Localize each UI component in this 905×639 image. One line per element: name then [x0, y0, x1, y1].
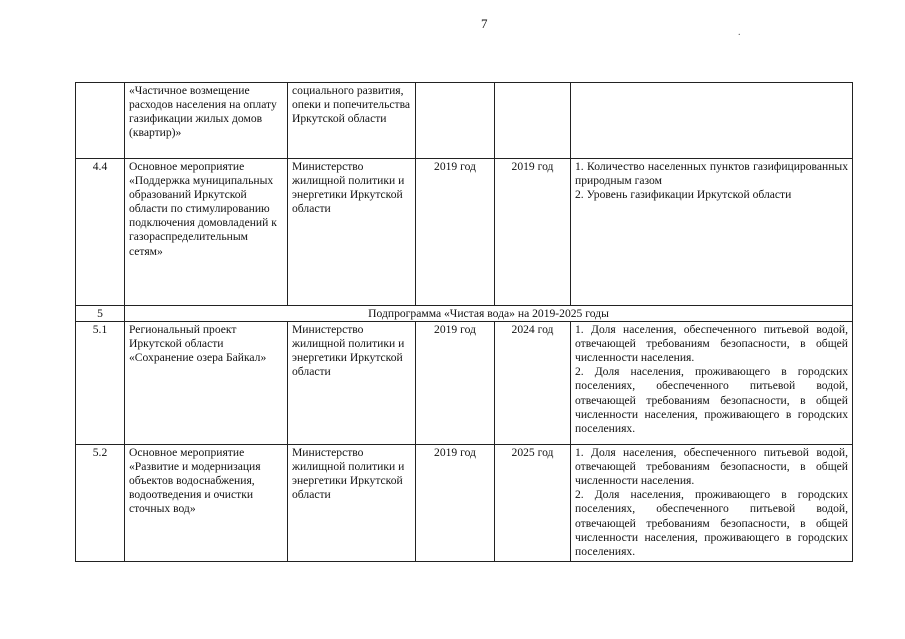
page-number: 7 [481, 16, 488, 31]
indicator-item: 2. Уровень газификации Иркутской области [575, 188, 792, 202]
row-number [76, 83, 125, 159]
end-year: 2024 год [495, 322, 571, 445]
indicator-item: 1. Количество населенных пунктов газифицированных природным газом [575, 160, 848, 188]
activity-name: Основное мероприятие «Поддержка муниципальных образований Иркутской области по стимулированию подключения домовладений к газораспределительным сетям» [125, 159, 288, 306]
row-number: 5.1 [76, 322, 125, 445]
activity-name: «Частичное возмещение расходов населения на оплату газификации жилых домов (квартир)» [125, 83, 288, 159]
responsible-org: социального развития, опеки и попечительства Иркутской области [288, 83, 416, 159]
start-year [416, 83, 495, 159]
program-table [75, 82, 853, 562]
indicator-item: 1. Доля населения, обеспеченного питьевой водой, отвечающей требованиям безопасности, в общей численности населения. [575, 446, 848, 488]
row-number: 4.4 [76, 159, 125, 306]
start-year: 2019 год [416, 445, 495, 562]
end-year: 2019 год [495, 159, 571, 306]
section-title: Подпрограмма «Чистая вода» на 2019-2025 годы [125, 306, 853, 322]
indicators-cell [571, 445, 853, 562]
table-row [76, 83, 853, 159]
responsible-org: Министерство жилищной политики и энергетики Иркутской области [288, 322, 416, 445]
indicator-item: 2. Доля населения, проживающего в городских поселениях, обеспеченного питьевой водой, отвечающей требованиям безопасности, в общей численности населения, проживающего в городских поселениях. [575, 365, 848, 435]
corner-mark: . [738, 27, 741, 38]
activity-name: Основное мероприятие «Развитие и модернизация объектов водоснабжения, водоотведения и очистки сточных вод» [125, 445, 288, 562]
row-number: 5.2 [76, 445, 125, 562]
indicator-item: 2. Доля населения, проживающего в городских поселениях, обеспеченного питьевой водой, отвечающей требованиям безопасности, в общей численности населения, проживающего в городских поселениях. [575, 488, 848, 558]
section-number: 5 [76, 306, 125, 322]
indicators-cell [571, 83, 853, 159]
responsible-org: Министерство жилищной политики и энергетики Иркутской области [288, 445, 416, 562]
table-row [76, 159, 853, 306]
activity-name: Региональный проект Иркутской области «Сохранение озера Байкал» [125, 322, 288, 445]
start-year: 2019 год [416, 322, 495, 445]
start-year: 2019 год [416, 159, 495, 306]
indicators-cell [571, 159, 853, 306]
end-year: 2025 год [495, 445, 571, 562]
end-year [495, 83, 571, 159]
table-row [76, 322, 853, 445]
responsible-org: Министерство жилищной политики и энергетики Иркутской области [288, 159, 416, 306]
table-row [76, 445, 853, 562]
indicator-item: 1. Доля населения, обеспеченного питьевой водой, отвечающей требованиям безопасности, в общей численности населения. [575, 323, 848, 365]
section-row [76, 306, 853, 322]
indicators-cell [571, 322, 853, 445]
